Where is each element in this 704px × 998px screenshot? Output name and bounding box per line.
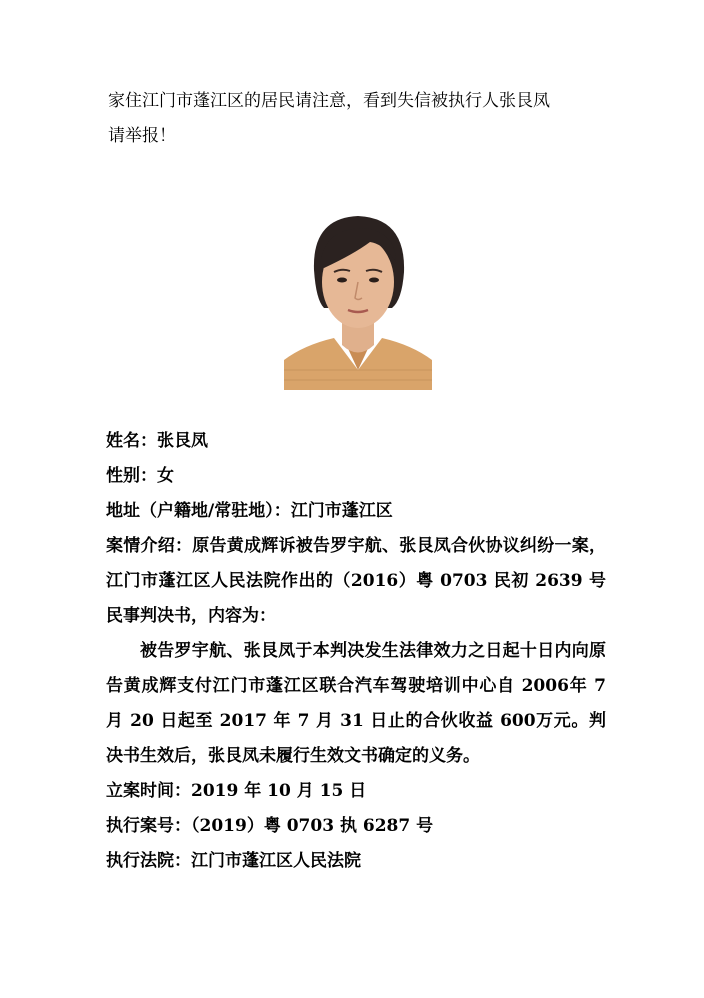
- filing-date-row: [106, 774, 606, 809]
- name-row: [106, 424, 606, 459]
- filing-date-value: 2019 年 10 月 15 日: [191, 781, 367, 801]
- filing-date-label: 立案时间：: [106, 781, 191, 801]
- judgment-text: 被告罗宇航、张艮凤于本判决发生法律效力之日起十日内向原告黄成辉支付江门市蓬江区联合汽车驾驶培训中心自 2006年 7 月 20 日起至 2017 年 7 月 31 日止的合伙收益 600万元。判决书生效后，张艮凤未履行生效文书确定的义务。: [106, 641, 606, 766]
- court-row: [106, 844, 606, 879]
- court-label: 执行法院：: [106, 851, 191, 871]
- case-intro-label: 案情介绍：: [106, 536, 193, 556]
- gender-value: 女: [157, 466, 174, 486]
- portrait-photo-icon: [284, 210, 432, 390]
- portrait-photo: [284, 210, 432, 390]
- address-row: [106, 494, 606, 529]
- person-info: [106, 424, 606, 879]
- name-label: 姓名：: [106, 431, 157, 451]
- notice-line-2: 请举报！: [108, 126, 176, 146]
- case-intro-text: 原告黄成辉诉被告罗宇航、张艮凤合伙协议纠纷一案，江门市蓬江区人民法院作出的（2016）粤 0703 民初 2639 号民事判决书，内容为：: [106, 536, 606, 626]
- name-value: 张艮凤: [157, 431, 208, 451]
- address-label: 地址（户籍地/常驻地）：: [106, 501, 291, 521]
- court-value: 江门市蓬江区人民法院: [191, 851, 361, 871]
- case-number-row: [106, 809, 606, 844]
- case-number-label: 执行案号：: [106, 816, 191, 836]
- gender-label: 性别：: [106, 466, 157, 486]
- gender-row: [106, 459, 606, 494]
- notice-line-1: 家住江门市蓬江区的居民请注意，看到失信被执行人张艮凤: [108, 91, 550, 111]
- notice-text: [108, 84, 628, 154]
- case-number-value: （2019）粤 0703 执 6287 号: [191, 816, 434, 836]
- case-intro-row: [106, 529, 606, 634]
- address-value: 江门市蓬江区: [290, 501, 393, 521]
